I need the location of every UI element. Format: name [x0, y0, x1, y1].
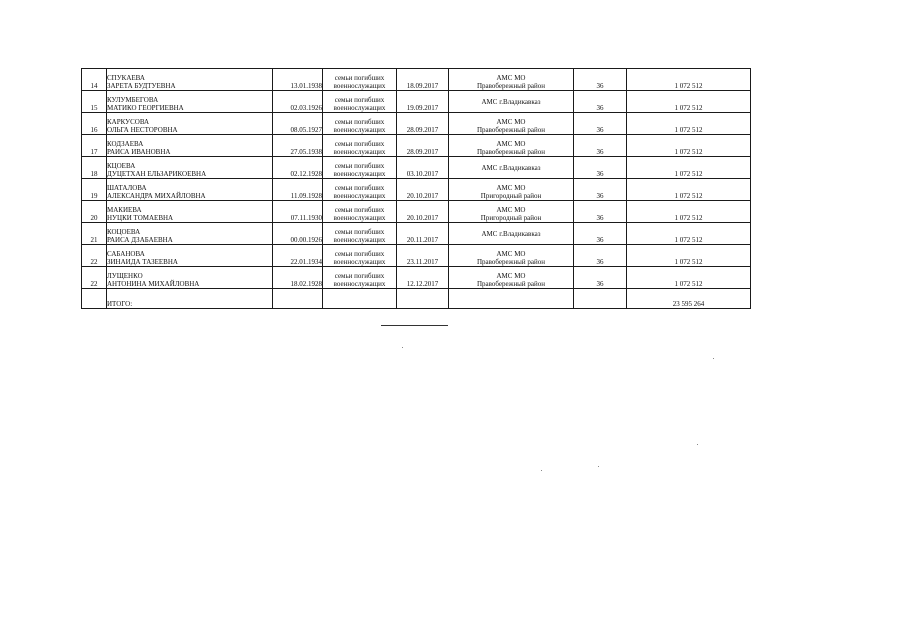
- row-number: 16: [82, 113, 107, 135]
- table-body: [82, 69, 751, 289]
- recipient-given-names: ОЛЬГА НЕСТОРОВНА: [107, 126, 178, 134]
- total-date-cell: [397, 289, 449, 309]
- total-section: [82, 289, 751, 309]
- recipient-name: [107, 245, 273, 267]
- count-cell: 36: [574, 113, 627, 135]
- category-cell: [323, 267, 397, 289]
- count-cell: 36: [574, 201, 627, 223]
- organization-cell: [449, 267, 574, 289]
- amount-cell: 1 072 512: [627, 201, 751, 223]
- recipient-name: [107, 267, 273, 289]
- amount-cell: 1 072 512: [627, 135, 751, 157]
- row-number: 20: [82, 201, 107, 223]
- row-number: 22: [82, 245, 107, 267]
- category-line: военнослужащих: [333, 236, 386, 244]
- category-line: военнослужащих: [333, 258, 386, 266]
- row-number: 14: [82, 69, 107, 91]
- recipient-given-names: ДУЦЕТХАН ЕЛЬЗАРИКОЕВНА: [107, 170, 207, 178]
- organization-line: Правобережный район: [477, 126, 545, 134]
- decision-date: 23.11.2017: [397, 245, 449, 267]
- recipient-name: [107, 223, 273, 245]
- total-org-cell: [449, 289, 574, 309]
- organization-cell: [449, 201, 574, 223]
- count-cell: 36: [574, 179, 627, 201]
- birth-date: 13.01.1938: [273, 69, 323, 91]
- scan-speck: [402, 347, 403, 348]
- organization-line: АМС г.Владикавказ: [481, 97, 541, 106]
- recipient-given-names: МАТИКО ГЕОРГИЕВНА: [107, 104, 184, 112]
- decision-date: 28.09.2017: [397, 113, 449, 135]
- recipient-given-names: РАИСА ДЗАБАЕВНА: [107, 236, 173, 244]
- recipient-surname: ШАТАЛОВА: [107, 184, 147, 192]
- table-row: [82, 69, 751, 91]
- recipient-surname: КОЦОЕВА: [107, 228, 141, 236]
- decision-date: 03.10.2017: [397, 157, 449, 179]
- category-line: военнослужащих: [333, 280, 386, 288]
- category-line: семьи погибших: [334, 140, 385, 148]
- recipient-given-names: НУЦКИ ТОМАЕВНА: [107, 214, 174, 222]
- total-dob-cell: [273, 289, 323, 309]
- category-line: семьи погибших: [334, 118, 385, 126]
- organization-cell: [449, 91, 574, 113]
- organization-cell: [449, 223, 574, 245]
- category-line: семьи погибших: [334, 184, 385, 192]
- amount-cell: 1 072 512: [627, 157, 751, 179]
- recipient-surname: МАКИЕВА: [107, 206, 142, 214]
- category-line: семьи погибших: [334, 96, 385, 104]
- category-line: семьи погибших: [334, 228, 385, 236]
- organization-line: Пригородный район: [480, 214, 542, 222]
- amount-cell: 1 072 512: [627, 91, 751, 113]
- organization-cell: [449, 135, 574, 157]
- recipient-name: [107, 201, 273, 223]
- table-row: [82, 135, 751, 157]
- row-number: 19: [82, 179, 107, 201]
- category-line: военнослужащих: [333, 82, 386, 90]
- birth-date: 27.05.1938: [273, 135, 323, 157]
- organization-line: АМС г.Владикавказ: [481, 229, 541, 238]
- scan-speck: [697, 444, 698, 445]
- organization-line: АМС МО: [496, 118, 526, 126]
- organization-line: АМС МО: [496, 206, 526, 214]
- category-cell: [323, 245, 397, 267]
- total-label: ИТОГО:: [107, 289, 273, 309]
- decision-date: 28.09.2017: [397, 135, 449, 157]
- closing-line: [381, 325, 448, 326]
- recipient-surname: ЛУЩЕНКО: [107, 272, 143, 280]
- decision-date: 20.11.2017: [397, 223, 449, 245]
- category-line: семьи погибших: [334, 74, 385, 82]
- amount-cell: 1 072 512: [627, 179, 751, 201]
- category-line: военнослужащих: [333, 126, 386, 134]
- category-line: военнослужащих: [333, 104, 386, 112]
- category-cell: [323, 135, 397, 157]
- organization-cell: [449, 157, 574, 179]
- row-number: 21: [82, 223, 107, 245]
- category-line: семьи погибших: [334, 272, 385, 280]
- row-number: 18: [82, 157, 107, 179]
- total-category-cell: [323, 289, 397, 309]
- category-line: семьи погибших: [334, 250, 385, 258]
- recipient-surname: КОДЗАЕВА: [107, 140, 144, 148]
- birth-date: 11.09.1928: [273, 179, 323, 201]
- organization-line: Пригородный район: [480, 192, 542, 200]
- organization-cell: [449, 179, 574, 201]
- category-cell: [323, 223, 397, 245]
- count-cell: 36: [574, 267, 627, 289]
- organization-line: АМС МО: [496, 250, 526, 258]
- organization-line: Правобережный район: [477, 148, 545, 156]
- category-cell: [323, 113, 397, 135]
- organization-cell: [449, 245, 574, 267]
- decision-date: 20.10.2017: [397, 201, 449, 223]
- decision-date: 18.09.2017: [397, 69, 449, 91]
- count-cell: 36: [574, 135, 627, 157]
- count-cell: 36: [574, 245, 627, 267]
- category-line: семьи погибших: [334, 162, 385, 170]
- recipient-surname: КЦОЕВА: [107, 162, 136, 170]
- table-row: [82, 157, 751, 179]
- category-cell: [323, 157, 397, 179]
- amount-cell: 1 072 512: [627, 69, 751, 91]
- count-cell: 36: [574, 69, 627, 91]
- recipient-surname: САБАНОВА: [107, 250, 145, 258]
- total-count-cell: [574, 289, 627, 309]
- birth-date: 02.12.1928: [273, 157, 323, 179]
- recipient-given-names: ЗИНАИДА ТАЗЕЕВНА: [107, 258, 178, 266]
- category-line: военнослужащих: [333, 148, 386, 156]
- category-cell: [323, 91, 397, 113]
- registry-table: [81, 68, 751, 309]
- birth-date: 07.11.1930: [273, 201, 323, 223]
- organization-line: АМС г.Владикавказ: [481, 163, 541, 172]
- amount-cell: 1 072 512: [627, 267, 751, 289]
- decision-date: 19.09.2017: [397, 91, 449, 113]
- table-row: [82, 113, 751, 135]
- organization-line: Правобережный район: [477, 82, 545, 90]
- table-row: [82, 91, 751, 113]
- scan-speck: [598, 466, 599, 467]
- decision-date: 20.10.2017: [397, 179, 449, 201]
- category-cell: [323, 201, 397, 223]
- amount-cell: 1 072 512: [627, 113, 751, 135]
- category-cell: [323, 69, 397, 91]
- birth-date: 00.00.1926: [273, 223, 323, 245]
- category-line: военнослужащих: [333, 170, 386, 178]
- count-cell: 36: [574, 157, 627, 179]
- organization-line: АМС МО: [496, 272, 526, 280]
- category-line: военнослужащих: [333, 214, 386, 222]
- organization-line: АМС МО: [496, 74, 526, 82]
- total-num-cell: [82, 289, 107, 309]
- recipient-name: [107, 91, 273, 113]
- table-row: [82, 267, 751, 289]
- count-cell: 36: [574, 91, 627, 113]
- table-row: [82, 201, 751, 223]
- organization-cell: [449, 113, 574, 135]
- scan-speck: [713, 358, 714, 359]
- category-line: военнослужащих: [333, 192, 386, 200]
- recipient-surname: КУЛУМБЕГОВА: [107, 96, 159, 104]
- category-line: семьи погибших: [334, 206, 385, 214]
- recipient-name: [107, 113, 273, 135]
- amount-cell: 1 072 512: [627, 223, 751, 245]
- row-number: 22: [82, 267, 107, 289]
- organization-line: АМС МО: [496, 140, 526, 148]
- amount-cell: 1 072 512: [627, 245, 751, 267]
- recipient-given-names: ЗАРЕТА БУДТУЕВНА: [107, 82, 176, 90]
- recipient-surname: КАРКУСОВА: [107, 118, 150, 126]
- recipient-given-names: РАИСА ИВАНОВНА: [107, 148, 171, 156]
- category-cell: [323, 179, 397, 201]
- birth-date: 22.01.1934: [273, 245, 323, 267]
- count-cell: 36: [574, 223, 627, 245]
- total-amount: 23 595 264: [627, 289, 751, 309]
- recipient-given-names: АНТОНИНА МИХАЙЛОВНА: [107, 280, 200, 288]
- organization-cell: [449, 69, 574, 91]
- recipient-name: [107, 179, 273, 201]
- recipient-given-names: АЛЕКСАНДРА МИХАЙЛОВНА: [107, 192, 206, 200]
- row-number: 17: [82, 135, 107, 157]
- birth-date: 18.02.1928: [273, 267, 323, 289]
- birth-date: 02.03.1926: [273, 91, 323, 113]
- organization-line: АМС МО: [496, 184, 526, 192]
- organization-line: Правобережный район: [477, 280, 545, 288]
- decision-date: 12.12.2017: [397, 267, 449, 289]
- birth-date: 08.05.1927: [273, 113, 323, 135]
- table-row: [82, 245, 751, 267]
- total-row: [82, 289, 751, 309]
- scan-speck: [541, 470, 542, 471]
- recipient-name: [107, 135, 273, 157]
- recipient-name: [107, 69, 273, 91]
- recipient-name: [107, 157, 273, 179]
- table-row: [82, 223, 751, 245]
- organization-line: Правобережный район: [477, 258, 545, 266]
- table-row: [82, 179, 751, 201]
- recipient-surname: СПУКАЕВА: [107, 74, 145, 82]
- row-number: 15: [82, 91, 107, 113]
